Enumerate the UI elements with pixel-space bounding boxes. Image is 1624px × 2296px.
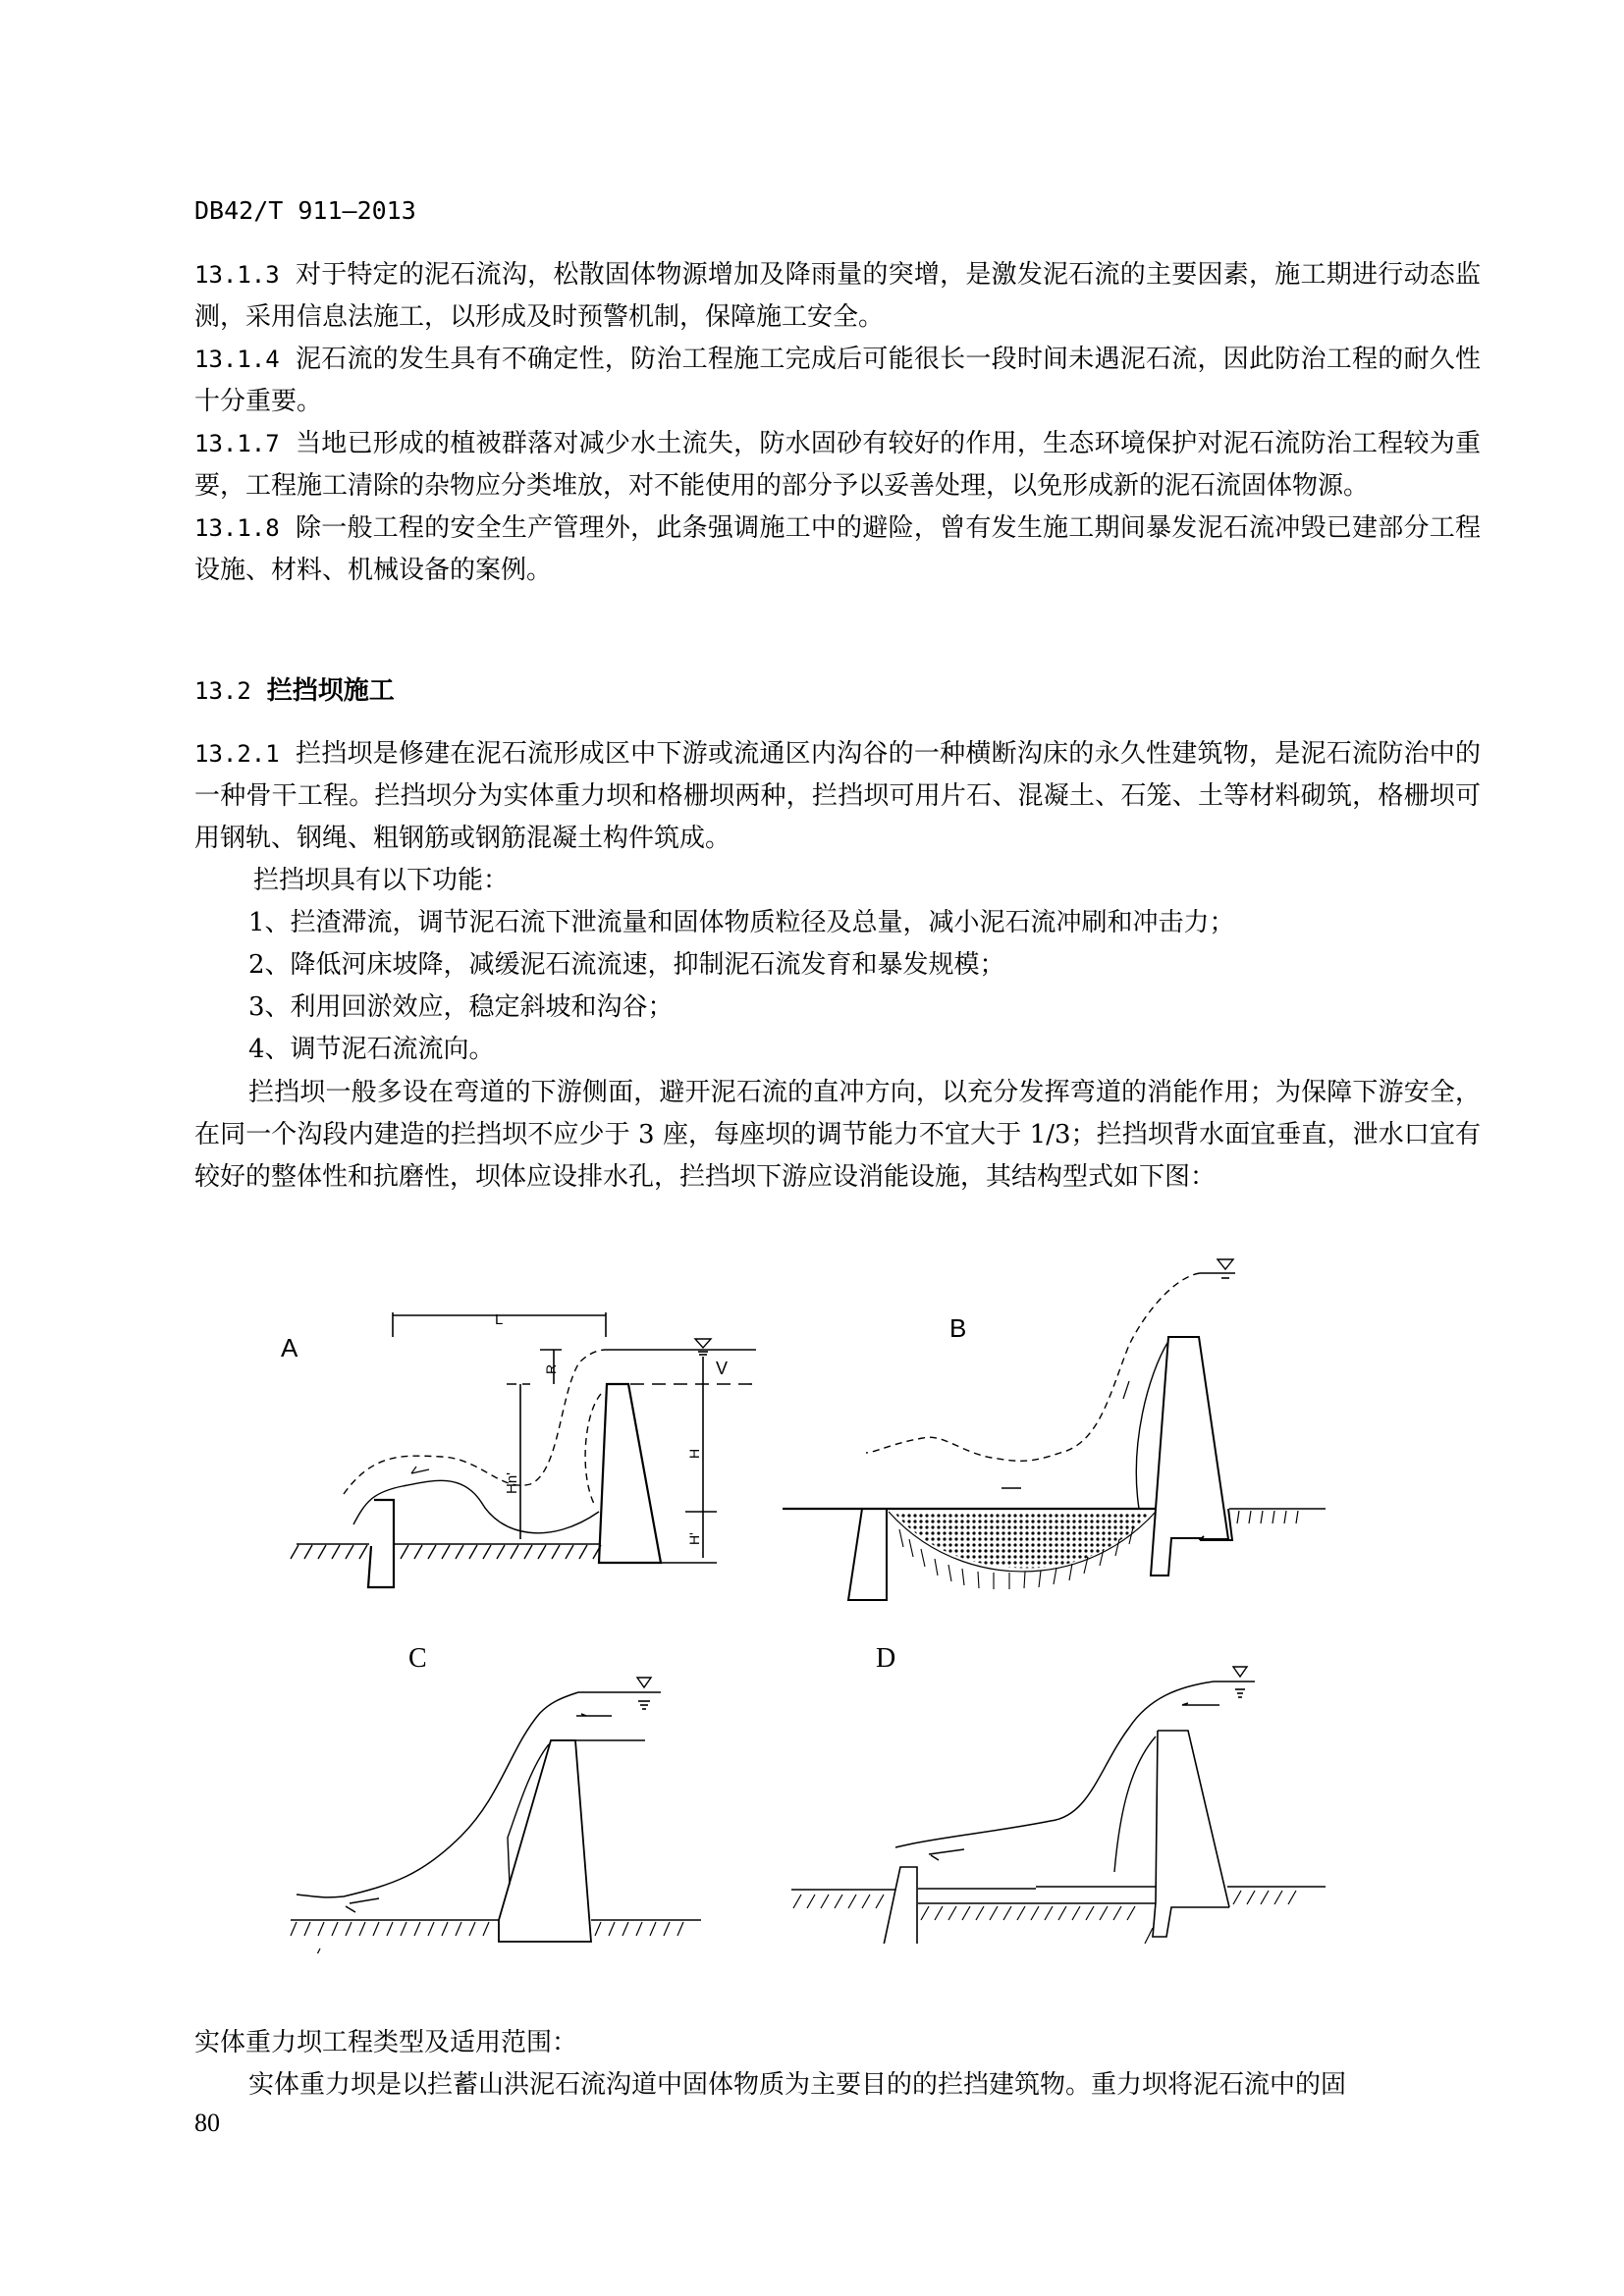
section-number: 13.2 xyxy=(194,677,251,705)
water-level-symbol xyxy=(1218,1259,1233,1269)
clause-text: 除一般工程的安全生产管理外，此条强调施工中的避险，曾有发生施工期间暴发泥石流冲毁已建部分工程设施、材料、机械设备的案例。 xyxy=(194,513,1481,585)
functions-block xyxy=(194,860,1481,1071)
page-number: 80 xyxy=(194,2109,220,2137)
dimension-l xyxy=(393,1311,606,1337)
flow-arrow xyxy=(346,1898,379,1912)
types-heading: 实体重力坝工程类型及适用范围： xyxy=(194,2028,578,2057)
section-title: 拦挡坝施工 xyxy=(266,676,395,706)
flow-arrow xyxy=(576,1714,612,1716)
flow-arrow xyxy=(929,1849,964,1860)
main-dam xyxy=(1158,1731,1229,1907)
diagram-b-label: B xyxy=(949,1313,967,1343)
debris-flow-surface xyxy=(344,1350,606,1494)
flow-arrow xyxy=(411,1467,429,1473)
ground-hatch xyxy=(793,1891,1296,1920)
clause-13-2-1 xyxy=(194,733,1481,860)
main-dam xyxy=(599,1384,661,1563)
function-item: 2、降低河床坡降，减缓泥石流流速，抑制泥石流发育和暴发规模； xyxy=(248,950,1005,980)
flow-arrow xyxy=(1123,1381,1129,1399)
clause-text: 对于特定的泥石流沟，松散固体物源增加及降雨量的突增，是激发泥石流的主要因素，施工期进行动态监测，采用信息法施工，以形成及时预警机制，保障施工安全。 xyxy=(194,260,1481,332)
water-level-symbol xyxy=(637,1678,651,1687)
downstream-sill xyxy=(848,1509,887,1600)
downstream-sill xyxy=(882,1867,917,1944)
diagram-b xyxy=(776,1247,1326,1610)
clause-text: 当地已形成的植被群落对减少水土流失，防水固砂有较好的作用，生态环境保护对泥石流防治工程较为重要，工程施工清除的杂物应分类堆放，对不能使用的部分予以妥善处理，以免形成新的泥石流固体物源。 xyxy=(194,429,1481,501)
clause-number: 13.1.7 xyxy=(194,430,280,457)
placement-paragraph xyxy=(194,1072,1481,1199)
clause-number: 13.1.8 xyxy=(194,514,280,542)
document-code-header: DB42/T 911—2013 xyxy=(194,196,416,225)
diagram-a-label: A xyxy=(281,1333,298,1362)
diagram-c xyxy=(265,1610,727,1953)
clause-number: 13.2.1 xyxy=(194,740,280,768)
clause-13-1-7 xyxy=(194,423,1481,507)
section-heading-13-2 xyxy=(194,670,1481,713)
flow-arrow xyxy=(1182,1703,1219,1705)
clause-number: 13.1.3 xyxy=(194,261,280,289)
bed-flow-line xyxy=(353,1480,599,1532)
function-item: 3、利用回淤效应，稳定斜坡和沟谷； xyxy=(248,992,674,1022)
diagram-d xyxy=(776,1610,1326,1944)
clauses-13-1 xyxy=(194,254,1481,592)
clause-13-1-4 xyxy=(194,339,1481,423)
diagram-d-label: D xyxy=(876,1643,896,1674)
placement-text: 拦挡坝一般多设在弯道的下游侧面，避开泥石流的直冲方向，以充分发挥弯道的消能作用；为保障下游安全，在同一个沟段内建造的拦挡坝不应少于 3 座，每座坝的调节能力不宜大于 1/3；拦挡坝背水面宜垂直，泄水口宜有较好的整体性和抗磨性，坝体应设排水孔，拦挡坝下游应设消能设施，其结构型式如下图： xyxy=(194,1078,1481,1192)
clause-text: 泥石流的发生具有不确定性，防治工程施工完成后可能很长一段时间未遇泥石流，因此防治工程的耐久性十分重要。 xyxy=(194,345,1481,416)
label-h-prime: H' xyxy=(686,1532,702,1545)
label-l: L xyxy=(495,1311,504,1328)
functions-intro: 拦挡坝具有以下功能： xyxy=(253,866,510,895)
debris-flow-surface xyxy=(895,1682,1214,1847)
label-h: H xyxy=(686,1448,702,1459)
debris-flow-surface xyxy=(297,1692,578,1897)
types-block xyxy=(194,2022,1481,2107)
label-v: V xyxy=(716,1359,729,1378)
downstream-sill xyxy=(368,1500,394,1587)
debris-flow-surface xyxy=(866,1273,1200,1461)
water-level-symbol xyxy=(1233,1667,1247,1677)
function-item: 1、拦渣滞流，调节泥石流下泄流量和固体物质粒径及总量，减小泥石流冲刷和冲击力； xyxy=(248,908,1235,937)
label-hn: Hn' xyxy=(504,1471,520,1494)
clause-number: 13.1.4 xyxy=(194,346,280,373)
ground-hatch xyxy=(291,1922,683,1936)
water-level-symbol xyxy=(695,1339,711,1348)
clause-13-1-8 xyxy=(194,507,1481,592)
main-dam xyxy=(499,1740,591,1942)
diagram-c-label: C xyxy=(408,1643,427,1674)
ground-hatch xyxy=(291,1544,601,1559)
clause-13-2-1-para xyxy=(194,733,1481,860)
diagram-a xyxy=(265,1286,766,1600)
clause-13-1-3 xyxy=(194,254,1481,339)
function-item: 4、调节泥石流流向。 xyxy=(248,1035,495,1064)
main-dam xyxy=(1156,1337,1228,1539)
types-paragraph: 实体重力坝是以拦蓄山洪泥石流沟道中固体物质为主要目的的拦挡建筑物。重力坝将泥石流中的固 xyxy=(248,2070,1347,2100)
clause-text: 拦挡坝是修建在泥石流形成区中下游或流通区内沟谷的一种横断沟床的永久性建筑物，是泥石流防治中的一种骨干工程。拦挡坝分为实体重力坝和格栅坝两种，拦挡坝可用片石、混凝土、石笼、土等材料砌筑，格栅坝可用钢轨、钢绳、粗钢筋或钢筋混凝土构件筑成。 xyxy=(194,739,1481,853)
label-r: R xyxy=(543,1363,559,1374)
